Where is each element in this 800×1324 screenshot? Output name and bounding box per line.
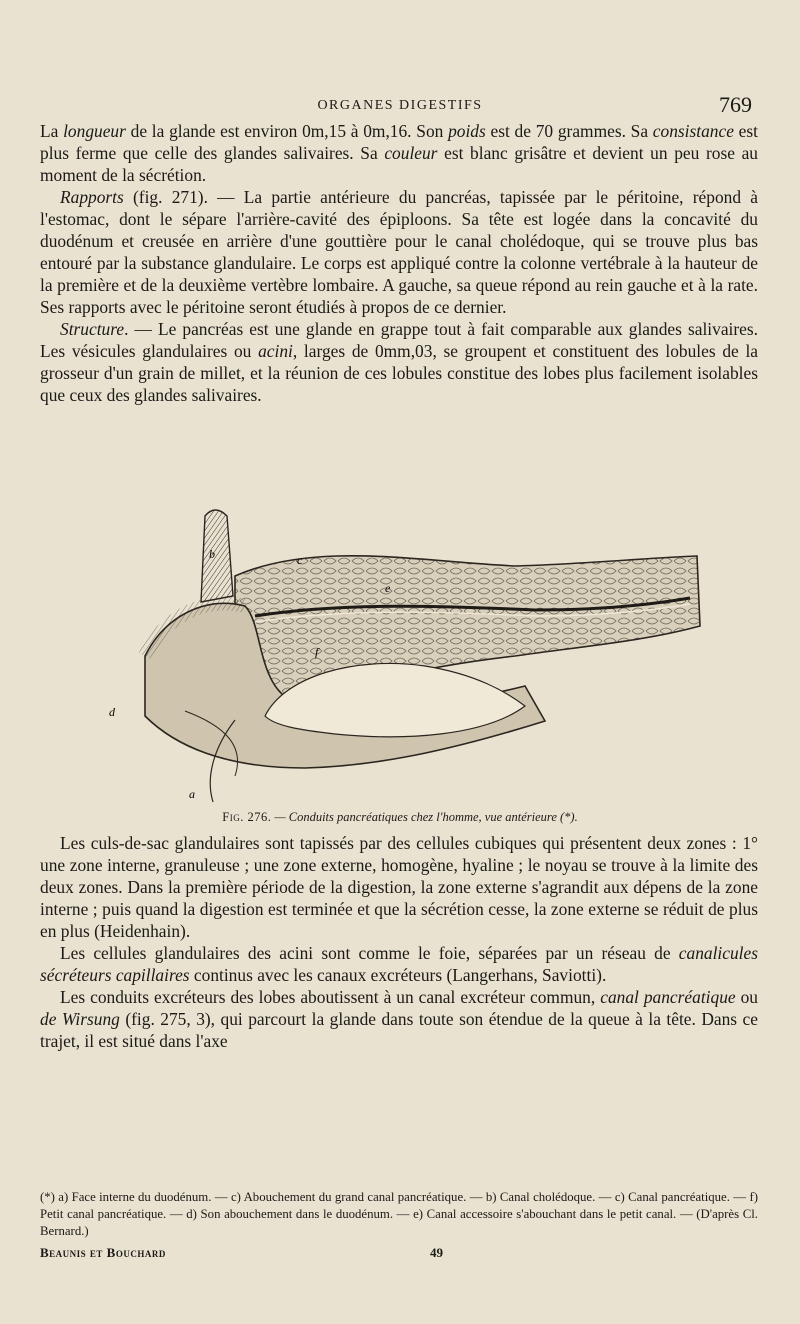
text-run: consistance: [652, 121, 734, 141]
text-run: canal pancréatique: [600, 987, 736, 1007]
paragraph-rapports: [40, 186, 758, 318]
running-head-title: ORGANES DIGESTIFS: [317, 98, 483, 113]
label-e: e: [385, 581, 391, 595]
paragraph-culs-de-sac: [40, 832, 758, 942]
text-run: de Wirsung: [40, 1009, 120, 1029]
text-run: longueur: [63, 121, 126, 141]
page-number: 769: [719, 92, 752, 117]
text-run: couleur: [384, 143, 438, 163]
text-run: est de 70 grammes. Sa: [485, 121, 653, 141]
label-c: c: [297, 553, 303, 567]
text-run: est blanc grisâtre et devient un peu rose au moment de la sécrétion.: [40, 143, 758, 185]
text-run: Structure: [60, 319, 125, 339]
text-run: Les culs-de-sac glandulaires sont tapissés par des cellules cubiques qui présentent deux zones : 1° une zone interne, granuleuse ; une zone externe, homogène, hyaline ; le noyau se trouve à la limite des deux zones. Dans la première période de la digestion, la zone externe s'agrandit aux dépens de la zone interne ; puis quand la digestion est terminée et que la sécrétion cesse, la zone externe se réduit de plus en plus (Heidenhain).: [40, 833, 758, 941]
pancreas-engraving: [85, 506, 725, 806]
text-run: (fig. 275, 3), qui parcourt la glande dans toute son étendue de la queue à la tête. Dans ce trajet, il est situé dans l'axe: [40, 1009, 758, 1051]
text-run: Les conduits excréteurs des lobes aboutissent à un canal excréteur commun,: [60, 987, 601, 1007]
text-run: continus avec les canaux excréteurs (Langerhans, Saviotti).: [189, 965, 607, 985]
body-text-bottom: [40, 832, 758, 1052]
body-text-top: [40, 120, 758, 406]
paragraph-canalicules: [40, 942, 758, 986]
bile-duct-upper: [201, 510, 233, 602]
text-run: de la glande est environ 0m,15 à 0m,16. Son: [125, 121, 449, 141]
paragraph-structure: [40, 318, 758, 406]
label-a: a: [189, 787, 195, 801]
label-d: d: [109, 705, 115, 719]
text-run: acini: [258, 341, 293, 361]
text-run: La: [40, 121, 64, 141]
pancreas-illustration: [85, 506, 725, 806]
label-b: b: [209, 547, 215, 561]
text-run: Les cellules glandulaires des acini sont comme le foie, séparées par un réseau de: [60, 943, 679, 963]
figure-caption-text: — Conduits pancréatiques chez l'homme, vue antérieure (*).: [274, 810, 578, 824]
signature-mark: 49: [430, 1245, 443, 1260]
footnote: (*) a) Face interne du duodénum. — c) Abouchement du grand canal pancréatique. — b) Canal cholédoque. — c) Canal pancréatique. — f) Petit canal pancréatique. — d) Son abouchement dans le duodénum. — e) Canal accessoire s'abouchant dans le petit canal. — (D'après Cl. Bernard.): [40, 1190, 758, 1238]
text-run: , larges de 0mm,03, se groupent et constituent des lobules de la grosseur d'un grain de millet, et la réunion de ces lobules constitue des lobes plus facilement isolables que ceux des glandes salivaires.: [40, 341, 758, 405]
page-footer: [40, 1245, 758, 1261]
publisher-name: Beaunis et Bouchard: [40, 1245, 166, 1260]
text-run: est plus ferme que celle des glandes salivaires. Sa: [40, 121, 758, 163]
text-run: poids: [448, 121, 486, 141]
text-run: canalicules sécréteurs capillaires: [40, 943, 758, 985]
label-f: f: [315, 645, 319, 659]
figure-caption: [40, 810, 760, 825]
paragraph-conduits: [40, 986, 758, 1052]
text-run: . — Le pancréas est une glande en grappe tout à fait comparable aux glandes salivaires. Les vésicules glandulaires ou: [40, 319, 758, 361]
running-head: [40, 92, 760, 118]
text-run: Rapports: [60, 187, 124, 207]
figure-caption-label: Fig. 276.: [222, 810, 272, 824]
text-run: ou: [735, 987, 758, 1007]
paragraph-dimensions: [40, 120, 758, 186]
text-run: (fig. 271). — La partie antérieure du pancréas, tapissée par le péritoine, répond à l'estomac, dont le sépare l'arrière-cavité des épiploons. Sa tête est logée dans la concavité du duodénum et creusée en arrière d'une gouttière pour le canal cholédoque, qui se trouve plus bas entouré par la substance glandulaire. Le corps est appliqué contre la colonne vertébrale à la hauteur de la première et de la deuxième vertèbre lombaire. A gauche, sa queue répond au rein gauche et à la rate. Ses rapports avec le péritoine seront étudiés à propos de ce dernier.: [40, 187, 758, 317]
